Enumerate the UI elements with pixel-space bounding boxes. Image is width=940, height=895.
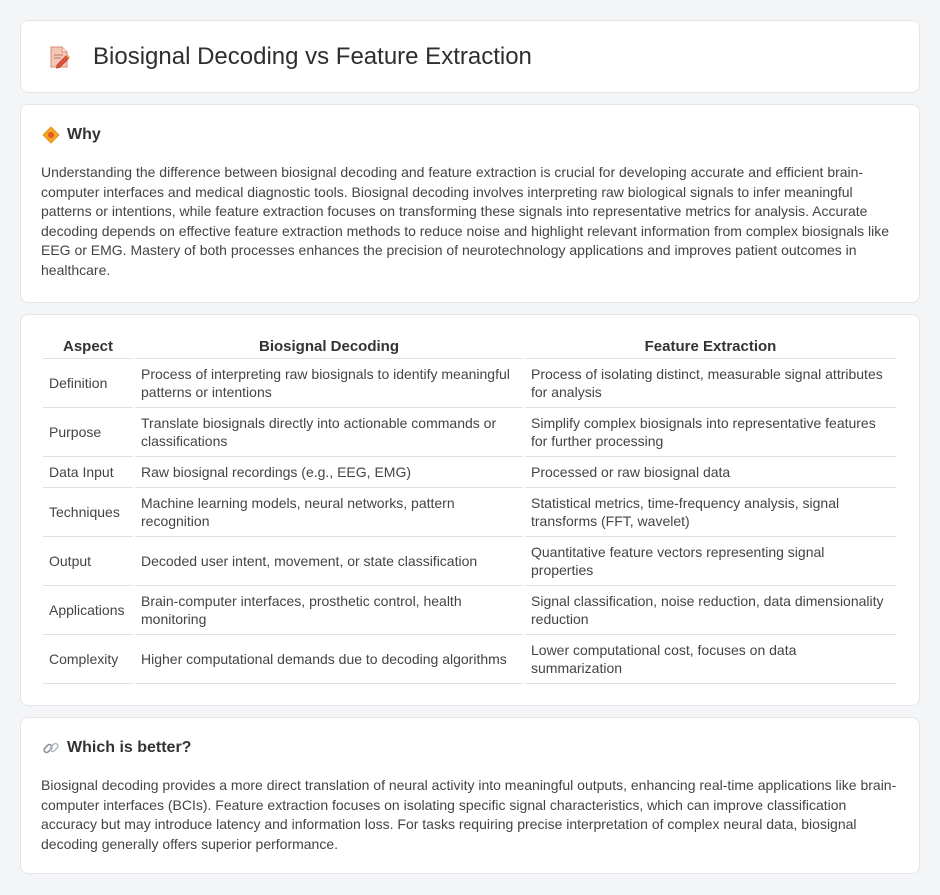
comparison-table xyxy=(41,335,898,684)
table-row xyxy=(43,408,896,457)
row-extraction: Process of isolating distinct, measurable signal attributes for analysis xyxy=(525,359,896,408)
row-extraction: Processed or raw biosignal data xyxy=(525,457,896,488)
link-icon xyxy=(41,738,61,758)
diamond-icon xyxy=(41,125,61,145)
which-is-better-section xyxy=(20,717,920,874)
better-title: Which is better? xyxy=(67,739,192,756)
row-extraction: Simplify complex biosignals into representative features for further processing xyxy=(525,408,896,457)
row-decoding: Decoded user intent, movement, or state classification xyxy=(135,537,523,586)
row-decoding: Translate biosignals directly into actionable commands or classifications xyxy=(135,408,523,457)
document-pencil-icon xyxy=(45,43,73,71)
row-extraction: Signal classification, noise reduction, data dimensionality reduction xyxy=(525,586,896,635)
row-extraction: Quantitative feature vectors representing signal properties xyxy=(525,537,896,586)
row-decoding: Raw biosignal recordings (e.g., EEG, EMG) xyxy=(135,457,523,488)
better-header xyxy=(41,738,899,758)
row-extraction: Lower computational cost, focuses on data summarization xyxy=(525,635,896,684)
better-text: Biosignal decoding provides a more direct translation of neural activity into meaningful outputs, enhancing real-time applications like brain-computer interfaces (BCIs). Feature extraction focuses on isolating specific signal characteristics, which can improve classification accuracy but may introduce latency and information loss. For tasks requiring precise interpretation of complex neural data, biosignal decoding generally offers superior performance. xyxy=(41,777,897,852)
table-row xyxy=(43,586,896,635)
why-title: Why xyxy=(67,126,101,143)
row-decoding: Machine learning models, neural networks, pattern recognition xyxy=(135,488,523,537)
row-aspect: Purpose xyxy=(43,408,133,457)
table-row xyxy=(43,359,896,408)
table-header-row xyxy=(43,335,896,359)
row-decoding: Brain-computer interfaces, prosthetic control, health monitoring xyxy=(135,586,523,635)
row-aspect: Definition xyxy=(43,359,133,408)
row-decoding: Higher computational demands due to decoding algorithms xyxy=(135,635,523,684)
table-row xyxy=(43,537,896,586)
row-extraction: Statistical metrics, time-frequency analysis, signal transforms (FFT, wavelet) xyxy=(525,488,896,537)
table-row xyxy=(43,488,896,537)
why-section xyxy=(20,104,920,303)
header-feature-extraction: Feature Extraction xyxy=(525,335,896,359)
title-card xyxy=(20,20,920,93)
table-row xyxy=(43,457,896,488)
row-aspect: Complexity xyxy=(43,635,133,684)
row-aspect: Output xyxy=(43,537,133,586)
header-aspect: Aspect xyxy=(43,335,133,359)
row-aspect: Data Input xyxy=(43,457,133,488)
why-header xyxy=(41,125,899,145)
header-biosignal-decoding: Biosignal Decoding xyxy=(135,335,523,359)
table-row xyxy=(43,635,896,684)
why-text: Understanding the difference between biosignal decoding and feature extraction is crucial for developing accurate and efficient brain-computer interfaces and medical diagnostic tools. Biosignal decoding involves interpreting raw biological signals to infer meaningful patterns or intentions, while feature extraction focuses on transforming these signals into representative metrics for analysis. Accurate decoding depends on effective feature extraction methods to reduce noise and highlight relevant information from complex biosignals like EEG or EMG. Mastery of both processes enhances the precision of neurotechnology applications and improves patient outcomes in healthcare. xyxy=(41,164,890,278)
page-title: Biosignal Decoding vs Feature Extraction xyxy=(93,42,532,70)
row-decoding: Process of interpreting raw biosignals to identify meaningful patterns or intentions xyxy=(135,359,523,408)
row-aspect: Applications xyxy=(43,586,133,635)
comparison-table-card xyxy=(20,314,920,706)
row-aspect: Techniques xyxy=(43,488,133,537)
